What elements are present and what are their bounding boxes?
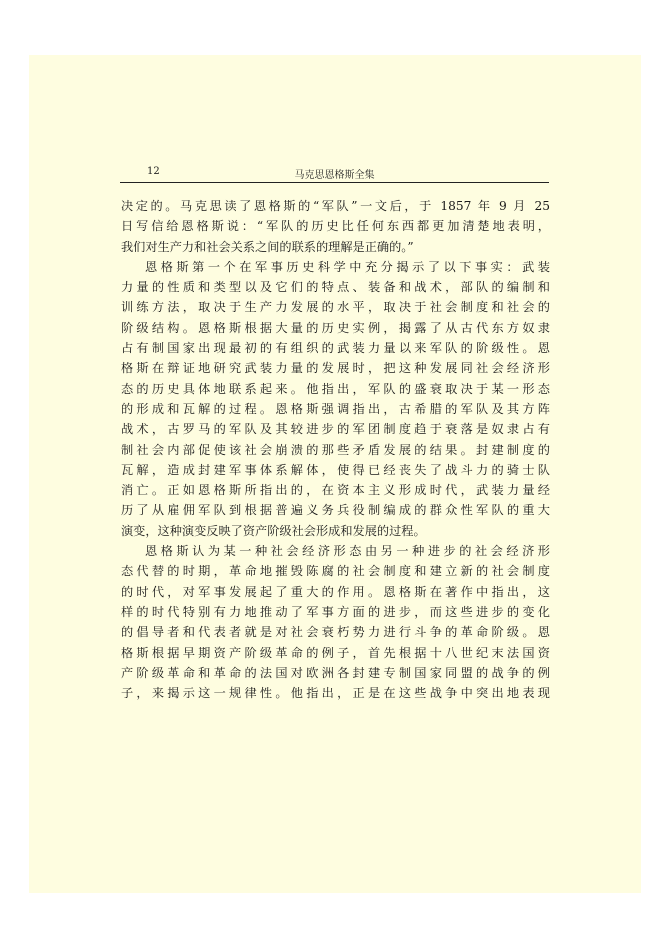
text-line: 的形成和瓦解的过程。恩格斯强调指出，古希腊的军队及其方阵 (121, 401, 550, 416)
text-line: 的时代，对军事发展起了重大的作用。恩格斯在著作中指出，这 (121, 584, 550, 599)
body-text (121, 196, 550, 703)
text-line: 占有制国家出现最初的有组织的武装力量以来军队的阶级性。恩 (121, 341, 550, 356)
text-line: 恩格斯认为某一种社会经济形态由另一种进步的社会经济形 (145, 544, 550, 559)
text-line: 样的时代特别有力地推动了军事方面的进步，而这些进步的变化 (121, 604, 550, 619)
text-line: 我们对生产力和社会关系之间的联系的理解是正确的。” (121, 239, 414, 254)
text-line: 阶级结构。恩格斯根据大量的历史实例，揭露了从古代东方奴隶 (121, 320, 550, 335)
text-line: 态的历史具体地联系起来。他指出，军队的盛衰取决于某一形态 (121, 381, 550, 396)
text-line: 战术，古罗马的军队及其较进步的军团制度趋于衰落是奴隶占有 (121, 422, 550, 437)
text-line: 的倡导者和代表者就是对社会衰朽势力进行斗争的革命阶级。恩 (121, 625, 550, 640)
text-line: 历了从雇佣军队到根据普遍义务兵役制编成的群众性军队的重大 (121, 503, 550, 518)
paragraph-3 (121, 541, 550, 703)
text-line: 消亡。正如恩格斯所指出的，在资本主义形成时代，武装力量经 (121, 483, 550, 498)
text-line: 演变，这种演变反映了资产阶级社会形成和发展的过程。 (121, 523, 426, 538)
text-line: 训练方法，取决于生产力发展的水平，取决于社会制度和社会的 (121, 300, 550, 315)
page-number: 12 (147, 166, 160, 177)
text-line: 日写信给恩格斯说：“军队的历史比任何东西都更加清楚地表明， (121, 219, 550, 234)
text-line: 制社会内部促使该社会崩溃的那些矛盾发展的结果。封建制度的 (121, 442, 550, 457)
text-line: 决定的。马克思读了恩格斯的“军队”一文后，于 1857 年 9 月 25 (121, 199, 550, 213)
text-line: 格斯根据早期资产阶级革命的例子，首先根据十八世纪末法国资 (121, 645, 550, 660)
text-line: 恩格斯第一个在军事历史科学中充分揭示了以下事实：武装 (145, 259, 550, 274)
text-line: 子，来揭示这一规律性。他指出，正是在这些战争中突出地表现 (121, 686, 550, 701)
running-header (120, 163, 549, 183)
paragraph-1 (121, 196, 550, 257)
text-line: 产阶级革命和革命的法国对欧洲各封建专制国家同盟的战争的例 (121, 665, 550, 680)
text-line: 格斯在辩证地研究武装力量的发展时，把这种发展同社会经济形 (121, 361, 550, 376)
running-title: 马克思恩格斯全集 (294, 170, 375, 181)
paragraph-2 (121, 257, 550, 541)
text-line: 瓦解，造成封建军事体系解体，使得已经丧失了战斗力的骑士队 (121, 462, 550, 477)
text-line: 态代替的时期，革命地摧毁陈腐的社会制度和建立新的社会制度 (121, 564, 550, 579)
text-line: 力量的性质和类型以及它们的特点、装备和战术，部队的编制和 (121, 280, 550, 295)
